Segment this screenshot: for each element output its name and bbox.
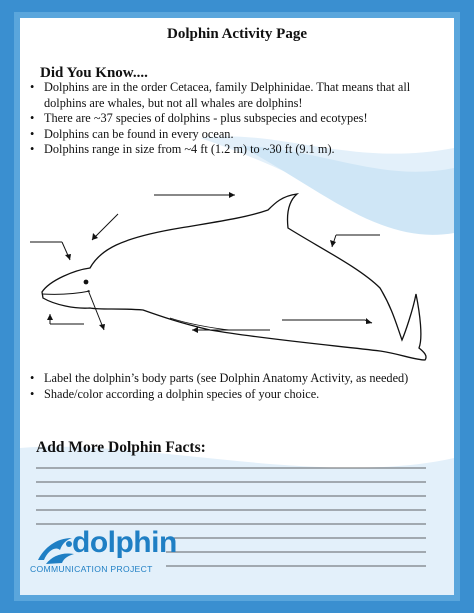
did-you-know-heading: Did You Know.... [40,65,148,81]
dolphin-communication-project-logo [30,526,180,586]
add-more-heading: Add More Dolphin Facts: [36,439,206,456]
list-item: • Label the dolphin’s body parts (see Dolphin Anatomy Activity, as needed) [24,371,448,387]
writing-lines [20,18,454,595]
list-item: • Dolphins range in size from ~4 ft (1.2 m) to ~30 ft (9.1 m). [24,142,448,158]
list-item: • Shade/color according a dolphin species of your choice. [24,387,448,403]
list-item: • There are ~37 species of dolphins - plus subspecies and ecotypes! [24,111,448,127]
dolphin-logo-icon [36,530,76,566]
worksheet-page [20,18,454,595]
page-title: Dolphin Activity Page [166,26,307,42]
list-item: • Dolphins are in the order Cetacea, family Delphinidae. That means that all dolphins are whales, but not all whales are dolphins! [24,80,448,111]
logo-subtitle: COMMUNICATION PROJECT [30,564,153,574]
logo-wordmark: dolphin [72,526,177,559]
list-item: • Dolphins can be found in every ocean. [24,127,448,143]
